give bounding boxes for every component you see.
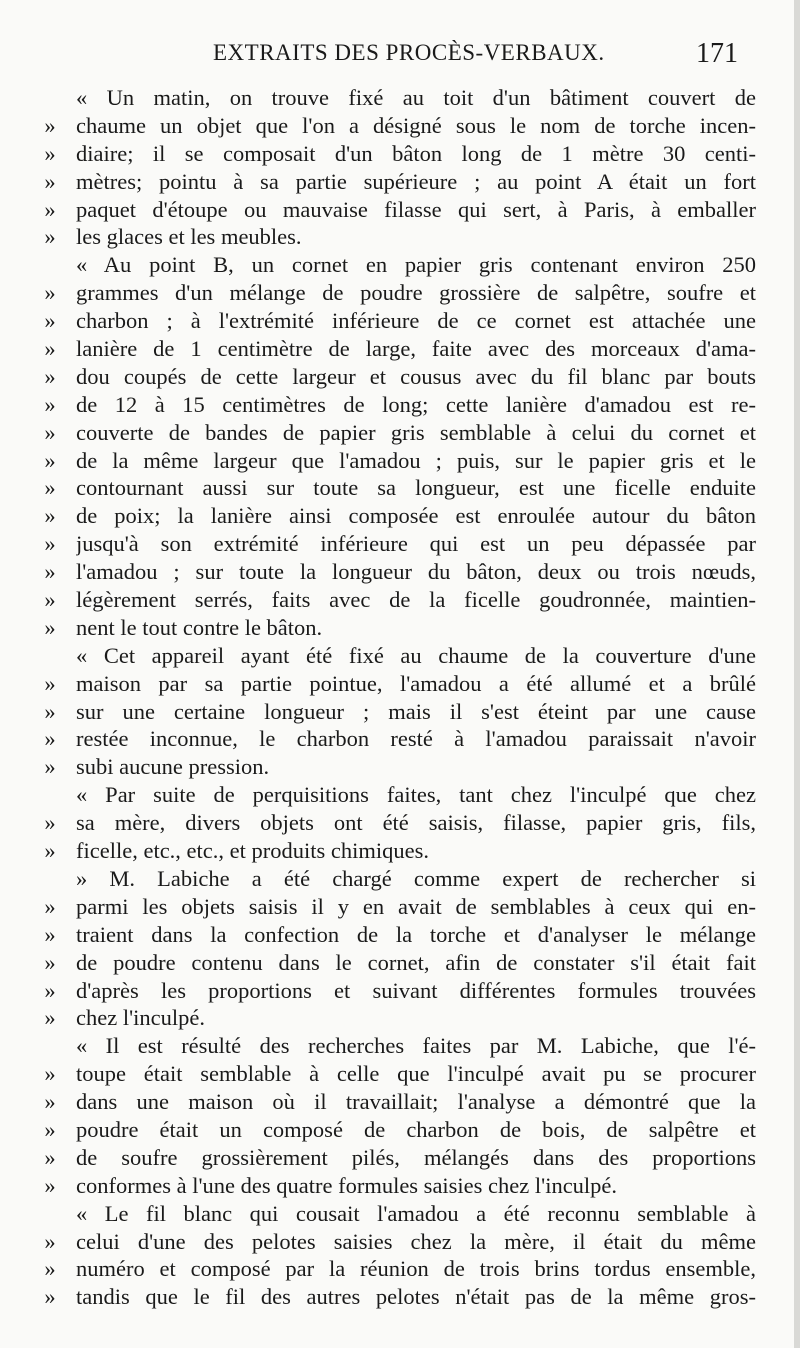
line-text: couverte de bandes de papier gris semblable à celui du cornet et — [76, 419, 756, 445]
quote-mark: » — [44, 893, 56, 919]
text-line — [30, 642, 760, 670]
quote-mark: » — [44, 1005, 56, 1031]
text-line — [30, 335, 760, 363]
quote-mark: » — [44, 196, 56, 222]
line-text: l'amadou ; sur toute la longueur du bâton, deux ou trois nœuds, — [76, 559, 756, 585]
quote-mark: » — [44, 1116, 56, 1142]
line-text: « Cet appareil ayant été fixé au chaume de la couverture d'une — [76, 642, 756, 668]
text-line — [30, 977, 760, 1005]
line-text: grammes d'un mélange de poudre grossière de salpêtre, soufre et — [76, 280, 756, 306]
text-line — [30, 223, 760, 251]
line-text: parmi les objets saisis il y en avait de semblables à ceux qui en- — [76, 893, 756, 919]
line-text: de poix; la lanière ainsi composée est enroulée autour du bâton — [76, 503, 756, 529]
text-line — [30, 1228, 760, 1256]
line-text: subi aucune pression. — [76, 754, 270, 780]
quote-mark: » — [44, 614, 56, 640]
quote-mark: » — [44, 1061, 56, 1087]
quote-mark: » — [44, 280, 56, 306]
text-line — [30, 837, 760, 865]
line-text: de poudre contenu dans le cornet, afin de constater s'il était fait — [76, 949, 756, 975]
quote-mark: » — [44, 1256, 56, 1282]
text-line — [30, 140, 760, 168]
text-line — [30, 447, 760, 475]
body-text — [30, 84, 760, 1311]
line-text: conformes à l'une des quatre formules saisies chez l'inculpé. — [76, 1172, 618, 1198]
text-line — [30, 1032, 760, 1060]
line-text: » M. Labiche a été chargé comme expert de rechercher si — [76, 865, 756, 891]
line-text: traient dans la confection de la torche et d'analyser le mélange — [76, 921, 756, 947]
text-line — [30, 363, 760, 391]
quote-mark: » — [44, 1228, 56, 1254]
line-text: poudre était un composé de charbon de bois, de salpêtre et — [76, 1116, 756, 1142]
text-line — [30, 502, 760, 530]
text-line — [30, 1004, 760, 1032]
text-line — [30, 84, 760, 112]
text-line — [30, 586, 760, 614]
text-line — [30, 1283, 760, 1311]
line-text: jusqu'à son extrémité inférieure qui est un peu dépassée par — [76, 531, 756, 557]
quote-mark: » — [44, 838, 56, 864]
text-line — [30, 921, 760, 949]
quote-mark: » — [44, 224, 56, 250]
quote-mark: » — [44, 810, 56, 836]
line-text: charbon ; à l'extrémité inférieure de ce cornet est attachée une — [76, 308, 756, 334]
text-line — [30, 530, 760, 558]
text-line — [30, 698, 760, 726]
quote-mark: » — [44, 698, 56, 724]
text-line — [30, 1172, 760, 1200]
line-text: dans une maison où il travaillait; l'analyse a démontré que la — [76, 1089, 756, 1115]
line-text: diaire; il se composait d'un bâton long de 1 mètre 30 centi- — [76, 140, 756, 166]
text-line — [30, 1144, 760, 1172]
text-line — [30, 725, 760, 753]
quote-mark: » — [44, 308, 56, 334]
line-text: « Il est résulté des recherches faites par M. Labiche, que l'é- — [76, 1033, 756, 1059]
quote-mark: » — [44, 670, 56, 696]
line-text: « Un matin, on trouve fixé au toit d'un bâtiment couvert de — [76, 85, 756, 110]
line-text: sur une certaine longueur ; mais il s'est éteint par une cause — [76, 698, 756, 724]
text-line — [30, 168, 760, 196]
line-text: d'après les proportions et suivant différentes formules trouvées — [76, 977, 756, 1003]
quote-mark: » — [44, 168, 56, 194]
line-text: paquet d'étoupe ou mauvaise filasse qui sert, à Paris, à emballer — [76, 196, 756, 222]
text-line — [30, 949, 760, 977]
line-text: « Au point B, un cornet en papier gris contenant environ 250 — [76, 252, 756, 278]
text-line — [30, 112, 760, 140]
line-text: mètres; pointu à sa partie supérieure ; au point A était un fort — [76, 168, 756, 194]
text-line — [30, 893, 760, 921]
line-text: restée inconnue, le charbon resté à l'amadou paraissait n'avoir — [76, 726, 756, 752]
line-text: celui d'une des pelotes saisies chez la mère, il était du même — [76, 1228, 756, 1254]
text-line — [30, 251, 760, 279]
line-text: chez l'inculpé. — [76, 1005, 205, 1031]
text-line — [30, 307, 760, 335]
line-text: chaume un objet que l'on a désigné sous le nom de torche incen- — [76, 112, 756, 138]
text-line — [30, 1255, 760, 1283]
quote-mark: » — [44, 112, 56, 138]
quote-mark: » — [44, 977, 56, 1003]
quote-mark: » — [44, 531, 56, 557]
text-line — [30, 419, 760, 447]
text-line — [30, 196, 760, 224]
quote-mark: » — [44, 726, 56, 752]
page-number: 171 — [696, 38, 738, 69]
line-text: tandis que le fil des autres pelotes n'était pas de la même gros- — [76, 1284, 756, 1310]
quote-mark: » — [44, 949, 56, 975]
quote-mark: » — [44, 1089, 56, 1115]
line-text: sa mère, divers objets ont été saisis, filasse, papier gris, fils, — [76, 810, 756, 836]
quote-mark: » — [44, 447, 56, 473]
quote-mark: » — [44, 391, 56, 417]
text-line — [30, 781, 760, 809]
line-text: légèrement serrés, faits avec de la ficelle goudronnée, maintien- — [76, 587, 756, 613]
line-text: de soufre grossièrement pilés, mélangés dans des proportions — [76, 1144, 756, 1170]
text-line — [30, 865, 760, 893]
line-text: de la même largeur que l'amadou ; puis, sur le papier gris et le — [76, 447, 756, 473]
running-title: EXTRAITS DES PROCÈS-VERBAUX. — [213, 40, 605, 65]
quote-mark: » — [44, 587, 56, 613]
line-text: les glaces et les meubles. — [76, 224, 302, 250]
line-text: contournant aussi sur toute sa longueur, est une ficelle enduite — [76, 475, 756, 501]
quote-mark: » — [44, 363, 56, 389]
quote-mark: » — [44, 503, 56, 529]
line-text: « Par suite de perquisitions faites, tant chez l'inculpé que chez — [76, 782, 756, 808]
line-text: de 12 à 15 centimètres de long; cette lanière d'amadou est re- — [76, 391, 756, 417]
text-line — [30, 1088, 760, 1116]
quote-mark: » — [44, 921, 56, 947]
line-text: ficelle, etc., etc., et produits chimiques. — [76, 838, 430, 864]
text-line — [30, 614, 760, 642]
quote-mark: » — [44, 1172, 56, 1198]
page-header — [0, 38, 800, 74]
line-text: toupe était semblable à celle que l'inculpé avait pu se procurer — [76, 1061, 756, 1087]
line-text: lanière de 1 centimètre de large, faite avec des morceaux d'ama- — [76, 336, 756, 362]
text-line — [30, 391, 760, 419]
quote-mark: » — [44, 475, 56, 501]
text-line — [30, 809, 760, 837]
line-text: maison par sa partie pointue, l'amadou a été allumé et a brûlé — [76, 670, 756, 696]
text-line — [30, 474, 760, 502]
text-line — [30, 558, 760, 586]
quote-mark: » — [44, 336, 56, 362]
quote-mark: » — [44, 140, 56, 166]
quote-mark: » — [44, 419, 56, 445]
text-line — [30, 279, 760, 307]
line-text: numéro et composé par la réunion de trois brins tordus ensemble, — [76, 1256, 756, 1282]
text-line — [30, 1116, 760, 1144]
line-text: nent le tout contre le bâton. — [76, 614, 323, 640]
quote-mark: » — [44, 1284, 56, 1310]
text-line — [30, 1060, 760, 1088]
quote-mark: » — [44, 754, 56, 780]
page-edge — [794, 0, 800, 1348]
text-line — [30, 670, 760, 698]
text-line — [30, 753, 760, 781]
quote-mark: » — [44, 1144, 56, 1170]
text-line — [30, 1200, 760, 1228]
quote-mark: » — [44, 559, 56, 585]
line-text: dou coupés de cette largeur et cousus avec du fil blanc par bouts — [76, 363, 756, 389]
line-text: « Le fil blanc qui cousait l'amadou a été reconnu semblable à — [76, 1200, 756, 1226]
